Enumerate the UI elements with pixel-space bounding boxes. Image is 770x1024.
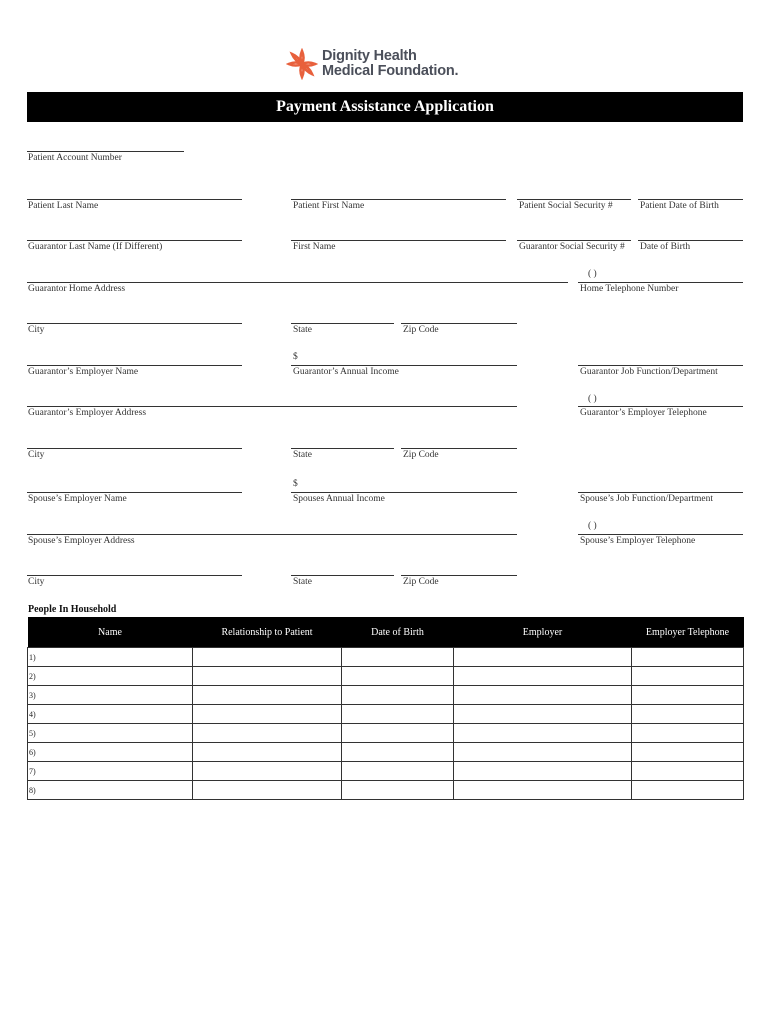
patient-account-number-field[interactable] bbox=[27, 151, 184, 152]
guarantor-job-label: Guarantor Job Function/Department bbox=[580, 367, 718, 377]
employer-telephone-cell[interactable] bbox=[632, 648, 744, 667]
name-cell[interactable]: 1) bbox=[28, 648, 193, 667]
table-row bbox=[28, 781, 744, 800]
guarantor-first-name-label: First Name bbox=[293, 242, 336, 252]
zip-field-3[interactable] bbox=[401, 575, 517, 576]
patient-dob-label: Patient Date of Birth bbox=[640, 201, 719, 211]
relationship-cell[interactable] bbox=[193, 743, 342, 762]
state-field-2[interactable] bbox=[291, 448, 394, 449]
logo-line-2: Medical Foundation. bbox=[322, 63, 459, 79]
dob-cell[interactable] bbox=[342, 724, 454, 743]
state-label-1: State bbox=[293, 325, 312, 335]
guarantor-income-dollar-sign: $ bbox=[293, 352, 298, 362]
relationship-cell[interactable] bbox=[193, 667, 342, 686]
form-title: Payment Assistance Application bbox=[276, 98, 494, 115]
employer-telephone-cell[interactable] bbox=[632, 705, 744, 724]
guarantor-dob-label: Date of Birth bbox=[640, 242, 691, 252]
table-row bbox=[28, 762, 744, 781]
patient-ssn-field[interactable] bbox=[517, 199, 631, 200]
employer-cell[interactable] bbox=[454, 705, 632, 724]
patient-dob-field[interactable] bbox=[638, 199, 743, 200]
spouse-employer-telephone-label: Spouse’s Employer Telephone bbox=[580, 536, 696, 546]
employer-cell[interactable] bbox=[454, 781, 632, 800]
employer-telephone-cell[interactable] bbox=[632, 781, 744, 800]
relationship-cell[interactable] bbox=[193, 724, 342, 743]
column-header-name: Name bbox=[28, 617, 193, 648]
name-cell[interactable]: 5) bbox=[28, 724, 193, 743]
patient-account-number-label: Patient Account Number bbox=[28, 153, 122, 163]
relationship-cell[interactable] bbox=[193, 762, 342, 781]
zip-label-3: Zip Code bbox=[403, 577, 439, 587]
table-row bbox=[28, 743, 744, 762]
dob-cell[interactable] bbox=[342, 705, 454, 724]
relationship-cell[interactable] bbox=[193, 686, 342, 705]
city-field-1[interactable] bbox=[27, 323, 242, 324]
zip-field-2[interactable] bbox=[401, 448, 517, 449]
patient-last-name-label: Patient Last Name bbox=[28, 201, 99, 211]
name-cell[interactable]: 2) bbox=[28, 667, 193, 686]
table-row bbox=[28, 648, 744, 667]
employer-telephone-cell[interactable] bbox=[632, 667, 744, 686]
guarantor-employer-name-label: Guarantor’s Employer Name bbox=[28, 367, 139, 377]
city-field-2[interactable] bbox=[27, 448, 242, 449]
guarantor-employer-telephone-label: Guarantor’s Employer Telephone bbox=[580, 408, 707, 418]
form-title-bar bbox=[27, 92, 743, 122]
logo-line-1: Dignity Health bbox=[322, 48, 417, 64]
spouse-employer-address-label: Spouse’s Employer Address bbox=[28, 536, 135, 546]
home-telephone-label: Home Telephone Number bbox=[580, 284, 679, 294]
spouse-annual-income-label: Spouses Annual Income bbox=[293, 494, 385, 504]
name-cell[interactable]: 7) bbox=[28, 762, 193, 781]
state-field-1[interactable] bbox=[291, 323, 394, 324]
city-field-3[interactable] bbox=[27, 575, 242, 576]
dob-cell[interactable] bbox=[342, 667, 454, 686]
household-header-row bbox=[28, 617, 744, 648]
guarantor-annual-income-field[interactable] bbox=[291, 365, 517, 366]
patient-last-name-field[interactable] bbox=[27, 199, 242, 200]
relationship-cell[interactable] bbox=[193, 648, 342, 667]
employer-cell[interactable] bbox=[454, 686, 632, 705]
city-label-3: City bbox=[28, 577, 45, 587]
guarantor-ssn-label: Guarantor Social Security # bbox=[519, 242, 625, 252]
spouse-employer-telephone-field[interactable] bbox=[578, 534, 743, 535]
state-field-3[interactable] bbox=[291, 575, 394, 576]
household-heading: People In Household bbox=[28, 604, 117, 615]
employer-telephone-cell[interactable] bbox=[632, 743, 744, 762]
city-label-2: City bbox=[28, 450, 45, 460]
guarantor-employer-name-field[interactable] bbox=[27, 365, 242, 366]
employer-cell[interactable] bbox=[454, 724, 632, 743]
guarantor-ssn-field[interactable] bbox=[517, 240, 631, 241]
dignity-health-logo bbox=[286, 48, 458, 80]
zip-label-1: Zip Code bbox=[403, 325, 439, 335]
column-header-relationship: Relationship to Patient bbox=[193, 617, 342, 648]
guarantor-employer-phone-area-code: ( ) bbox=[588, 394, 597, 404]
spouse-employer-name-field[interactable] bbox=[27, 492, 242, 493]
employer-cell[interactable] bbox=[454, 762, 632, 781]
city-label-1: City bbox=[28, 325, 45, 335]
name-cell[interactable]: 6) bbox=[28, 743, 193, 762]
guarantor-last-name-label: Guarantor Last Name (If Different) bbox=[28, 242, 163, 252]
dob-cell[interactable] bbox=[342, 762, 454, 781]
starburst-logo-icon bbox=[286, 48, 318, 80]
spouse-employer-phone-area-code: ( ) bbox=[588, 521, 597, 531]
guarantor-home-address-field[interactable] bbox=[27, 282, 568, 283]
employer-telephone-cell[interactable] bbox=[632, 686, 744, 705]
column-header-employer-telephone: Employer Telephone bbox=[632, 617, 744, 648]
patient-first-name-label: Patient First Name bbox=[293, 201, 365, 211]
guarantor-annual-income-label: Guarantor’s Annual Income bbox=[293, 367, 399, 377]
employer-telephone-cell[interactable] bbox=[632, 762, 744, 781]
name-cell[interactable]: 4) bbox=[28, 705, 193, 724]
guarantor-employer-address-label: Guarantor’s Employer Address bbox=[28, 408, 147, 418]
guarantor-job-field[interactable] bbox=[578, 365, 743, 366]
household-table bbox=[27, 617, 744, 800]
spouse-job-label: Spouse’s Job Function/Department bbox=[580, 494, 713, 504]
spouse-income-dollar-sign: $ bbox=[293, 479, 298, 489]
table-row bbox=[28, 667, 744, 686]
table-row bbox=[28, 724, 744, 743]
patient-first-name-field[interactable] bbox=[291, 199, 506, 200]
guarantor-dob-field[interactable] bbox=[638, 240, 743, 241]
dob-cell[interactable] bbox=[342, 743, 454, 762]
zip-label-2: Zip Code bbox=[403, 450, 439, 460]
home-telephone-field[interactable] bbox=[578, 282, 743, 283]
relationship-cell[interactable] bbox=[193, 781, 342, 800]
guarantor-employer-address-field[interactable] bbox=[27, 406, 517, 407]
employer-cell[interactable] bbox=[454, 667, 632, 686]
zip-field-1[interactable] bbox=[401, 323, 517, 324]
guarantor-first-name-field[interactable] bbox=[291, 240, 506, 241]
table-row bbox=[28, 705, 744, 724]
state-label-2: State bbox=[293, 450, 312, 460]
spouse-employer-name-label: Spouse’s Employer Name bbox=[28, 494, 127, 504]
name-cell[interactable]: 8) bbox=[28, 781, 193, 800]
employer-cell[interactable] bbox=[454, 648, 632, 667]
spouse-job-field[interactable] bbox=[578, 492, 743, 493]
guarantor-home-address-label: Guarantor Home Address bbox=[28, 284, 126, 294]
dob-cell[interactable] bbox=[342, 686, 454, 705]
guarantor-employer-telephone-field[interactable] bbox=[578, 406, 743, 407]
dob-cell[interactable] bbox=[342, 781, 454, 800]
state-label-3: State bbox=[293, 577, 312, 587]
dob-cell[interactable] bbox=[342, 648, 454, 667]
guarantor-last-name-field[interactable] bbox=[27, 240, 242, 241]
employer-cell[interactable] bbox=[454, 743, 632, 762]
spouse-annual-income-field[interactable] bbox=[291, 492, 517, 493]
column-header-employer: Employer bbox=[454, 617, 632, 648]
home-phone-area-code: ( ) bbox=[588, 269, 597, 279]
name-cell[interactable]: 3) bbox=[28, 686, 193, 705]
spouse-employer-address-field[interactable] bbox=[27, 534, 517, 535]
patient-ssn-label: Patient Social Security # bbox=[519, 201, 613, 211]
table-row bbox=[28, 686, 744, 705]
column-header-dob: Date of Birth bbox=[342, 617, 454, 648]
employer-telephone-cell[interactable] bbox=[632, 724, 744, 743]
relationship-cell[interactable] bbox=[193, 705, 342, 724]
